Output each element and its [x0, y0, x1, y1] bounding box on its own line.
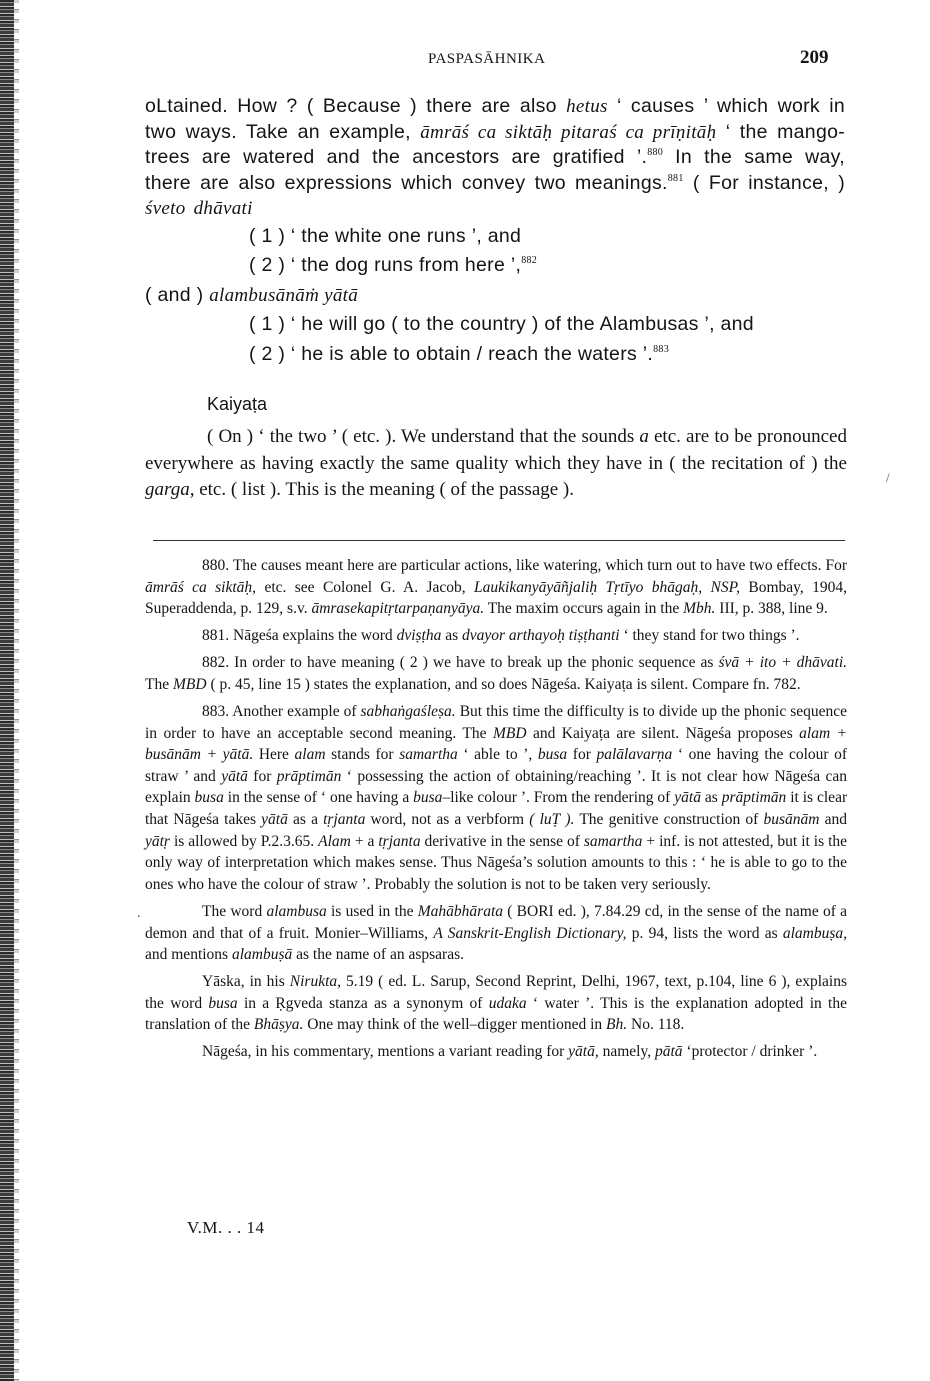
- italic-term: busa: [208, 994, 238, 1012]
- italic-term: tṛjanta: [378, 832, 421, 850]
- text-run: ( BORI ed. ), 7.84.29 cd, in the sense of the name of a demon and that of a fruit. Monier–Williams,: [145, 902, 848, 942]
- text-run: Bombay, 1904, Superaddenda, p. 129, s.v.: [145, 578, 848, 618]
- text-run: III, p. 388, line 9.: [719, 600, 828, 618]
- italic-term: garga,: [145, 479, 195, 500]
- italic-term: prāptimān: [721, 789, 787, 807]
- text-run: ( 1 ) ‘ he will go ( to the country ) of the Alambusas ’, and: [249, 313, 754, 335]
- text-run: and mentions: [145, 946, 229, 964]
- text-run: + a: [354, 832, 375, 850]
- text-run: ‘ water ’. This is the explanation adopted in the translation of the: [145, 994, 847, 1034]
- footnote-ref-883: 883: [653, 343, 670, 355]
- commentary-paragraph: [145, 424, 847, 504]
- text-run: Here: [258, 746, 289, 764]
- italic-term: śvā + ito + dhāvati.: [718, 654, 847, 672]
- footnote-880: [145, 555, 847, 620]
- text-run: in a Ṛgveda stanza as a synonym of: [243, 994, 483, 1012]
- text-run: ‘ the mango-trees are watered and the ancestors are gratified ’.: [145, 120, 846, 168]
- page-number: 209: [800, 47, 829, 68]
- text-run: ( 1 ) ‘ the white one runs ’, and: [249, 224, 522, 247]
- text-run: ‘ one having the colour of straw ’ and: [145, 746, 848, 785]
- footnote-ref-881: 881: [667, 172, 684, 184]
- italic-term: pātā: [654, 1043, 683, 1061]
- text-run: ‘ causes ’ which work in two ways. Take an example,: [145, 95, 846, 143]
- italic-term: yātā: [674, 789, 701, 807]
- italic-term: samartha: [583, 832, 643, 850]
- text-run: But this time the difficulty is to divide up the phonic sequence in order to have an acceptable second meaning. The: [145, 703, 848, 742]
- text-run: as: [445, 627, 459, 645]
- italic-term: āmrāś ca siktāḥ,: [145, 578, 257, 596]
- italic-term: yātṛ: [145, 832, 170, 850]
- text-run: The: [145, 675, 170, 693]
- text-run: namely,: [602, 1043, 652, 1061]
- italic-term: alambuṣa,: [782, 924, 848, 942]
- footnote-881: [145, 625, 847, 647]
- italic-term: sabhaṅgaśleṣa.: [360, 703, 456, 721]
- text-run: 883. Another example of: [202, 703, 357, 721]
- footnote-ref-882: 882: [521, 255, 538, 266]
- text-run: derivative in the sense of: [424, 832, 580, 850]
- text-run: etc. are to be pronounced everywhere as having exactly the same quality which they have in ( the recitation of ) the: [145, 426, 847, 474]
- italic-example: śveto dhāvati: [145, 198, 253, 219]
- text-run: ( On ) ‘ the two ’ ( etc. ). We understand that the sounds: [207, 426, 635, 447]
- text-run: as: [704, 789, 718, 807]
- text-run: as the name of an aspsaras.: [296, 946, 464, 964]
- italic-term: busānām: [763, 811, 820, 829]
- italic-term: yātā: [221, 767, 248, 785]
- italic-term: alambuṣā: [231, 946, 293, 964]
- italic-title: Mahābhārata: [417, 902, 503, 920]
- italic-title: Bh.: [606, 1016, 628, 1034]
- text-run: ( 2 ) ‘ he is able to obtain / reach the waters ’.: [249, 342, 654, 365]
- running-head: PASPASĀHNIKA: [428, 51, 546, 67]
- translation-paragraph: [145, 94, 845, 222]
- signature-mark: V.M. . . 14: [187, 1218, 265, 1237]
- italic-term: alambusa: [266, 902, 327, 920]
- text-run: 880. The causes meant here are particular actions, like watering, which turn out to have two effects. For: [202, 557, 847, 574]
- italic-title: Mbh.: [683, 600, 716, 618]
- book-binding-shadow: [14, 0, 19, 1381]
- text-run: One may think of the well–digger mentioned in: [307, 1016, 603, 1034]
- text-run: is used in the: [331, 902, 414, 920]
- italic-term: busa: [194, 789, 224, 807]
- text-run: The maxim occurs again in the: [487, 600, 680, 618]
- italic-term: palālavarṇa: [596, 746, 673, 764]
- section-heading-kaiyata: Kaiyaṭa: [207, 394, 268, 414]
- text-run: The genitive construction of: [579, 811, 759, 829]
- text-run: it is clear that Nāgeśa takes: [145, 789, 848, 829]
- example-line-2a: [145, 310, 845, 340]
- page-header: [0, 47, 930, 75]
- italic-term: alam: [294, 746, 326, 764]
- text-run: –like colour ’. From the rendering of: [442, 789, 671, 807]
- text-run: ( p. 45, line 15 ) states the explanation, and so does Nāgeśa. Kaiyaṭa is silent. Compare fn. 782.: [210, 675, 801, 693]
- text-run: Yāska, in his: [202, 973, 285, 991]
- text-run: is allowed by P.2.3.65.: [173, 832, 315, 850]
- footnote-883-continued-1: [145, 901, 847, 966]
- footnote-882: [145, 652, 847, 695]
- example-line-1a: [145, 222, 845, 252]
- text-run: ‘ possessing the action of obtaining/reaching ’. It is not clear how Nāgeśa can explain: [145, 767, 848, 807]
- italic-title: MBD: [492, 724, 527, 742]
- text-run: oLtained. How ? ( Because ) there are also: [145, 95, 557, 117]
- text-run: ( For instance, ): [692, 171, 845, 194]
- text-run: and: [824, 811, 848, 829]
- text-run: stands for: [331, 746, 394, 764]
- italic-term: tṛjanta: [323, 811, 366, 829]
- text-run: ‘ able to ’,: [463, 746, 533, 764]
- italic-title: Nirukta,: [289, 973, 342, 991]
- footnote-ref-880: 880: [647, 147, 664, 158]
- text-run: ‘ they stand for two things ’.: [623, 627, 800, 645]
- text-run: + inf. is not attested, but it is the only way of interpretation which makes sense. Thus Nāgeśa’s solution amounts to this : ‘ he is able to go to the ones who have the colour of straw ’. Probably the solution is not to be taken very seriously.: [145, 832, 848, 893]
- italic-term: alam + busānām + yātā.: [145, 724, 848, 764]
- text-run: etc. ( list ). This is the meaning ( of the passage ).: [199, 479, 575, 500]
- margin-mark: /: [886, 470, 890, 485]
- italic-term: yātā: [261, 811, 288, 829]
- footnote-separator-rule: [153, 540, 845, 541]
- italic-example: āmrāś ca siktāḥ pitaraś ca prīṇitāḥ: [420, 121, 717, 143]
- main-translation: [145, 94, 845, 369]
- italic-term: busa: [413, 789, 443, 807]
- text-run: 5.19 ( ed. L. Sarup, Second Reprint, Delhi, 1967, text, p.104, line 6 ), explains the word: [145, 973, 848, 1012]
- text-run: as a: [293, 811, 318, 829]
- italic-term: dvayor arthayoḥ tiṣṭhanti: [462, 627, 620, 645]
- text-run: No. 118.: [631, 1016, 685, 1034]
- text-run: The word: [202, 902, 263, 920]
- italic-example: alambusānāṁ yātā: [209, 284, 359, 306]
- text-run: in the sense of ‘ one having a: [227, 789, 410, 807]
- text-run: for: [572, 746, 591, 764]
- text-run: p. 94, lists the word as: [631, 924, 778, 942]
- italic-term: samartha: [399, 746, 458, 764]
- italic-term: Alam: [318, 832, 351, 850]
- italic-term: udaka: [488, 994, 527, 1012]
- italic-term: āmrasekapitṛtarpaṇanyāya.: [311, 600, 485, 618]
- italic-term: yātā,: [568, 1043, 599, 1061]
- italic-title: Laukikanyāyāñjaliḥ Tṛtīyo bhāgaḥ, NSP,: [474, 578, 740, 596]
- text-run: ‘protector / drinker ’.: [686, 1043, 818, 1061]
- text-run: for: [253, 767, 272, 785]
- italic-term: busa: [537, 746, 568, 764]
- italic-title: Bhāṣya.: [253, 1016, 304, 1034]
- italic-title: MBD: [172, 675, 207, 693]
- italic-term: prāptimān: [276, 767, 342, 785]
- footnotes: [145, 555, 847, 1069]
- text-run: etc. see Colonel G. A. Jacob,: [264, 578, 466, 596]
- example-line-1b: [145, 251, 845, 281]
- footnote-883-continued-2: [145, 971, 847, 1036]
- text-run: 882. In order to have meaning ( 2 ) we have to break up the phonic sequence as: [202, 654, 714, 672]
- italic-term: dviṣṭha: [396, 627, 442, 645]
- italic-term: a: [639, 426, 649, 447]
- text-run: and Kaiyaṭa are silent. Nāgeśa proposes: [532, 724, 793, 742]
- text-run: ( and ): [145, 283, 204, 306]
- text-run: word, not as a verbform: [370, 811, 525, 829]
- footnote-883: [145, 701, 847, 895]
- margin-dot: .: [137, 906, 141, 921]
- text-run: ( 2 ) ‘ the dog runs from here ’,: [249, 254, 522, 276]
- italic-term: ( luṬ ).: [529, 811, 575, 829]
- italic-term: hetus: [566, 96, 608, 117]
- kaiyata-commentary: [145, 424, 847, 504]
- book-binding-edge: [0, 0, 14, 1381]
- example-intro-line: [145, 281, 845, 311]
- italic-title: A Sanskrit-English Dictionary,: [433, 924, 627, 942]
- text-run: Nāgeśa, in his commentary, mentions a variant reading for: [202, 1043, 565, 1061]
- footnote-883-continued-3: [145, 1041, 847, 1063]
- text-run: In the same way, there are also expressions which convey two meanings.: [145, 146, 845, 194]
- example-line-2b: [145, 340, 845, 370]
- text-run: 881. Nāgeśa explains the word: [202, 627, 393, 645]
